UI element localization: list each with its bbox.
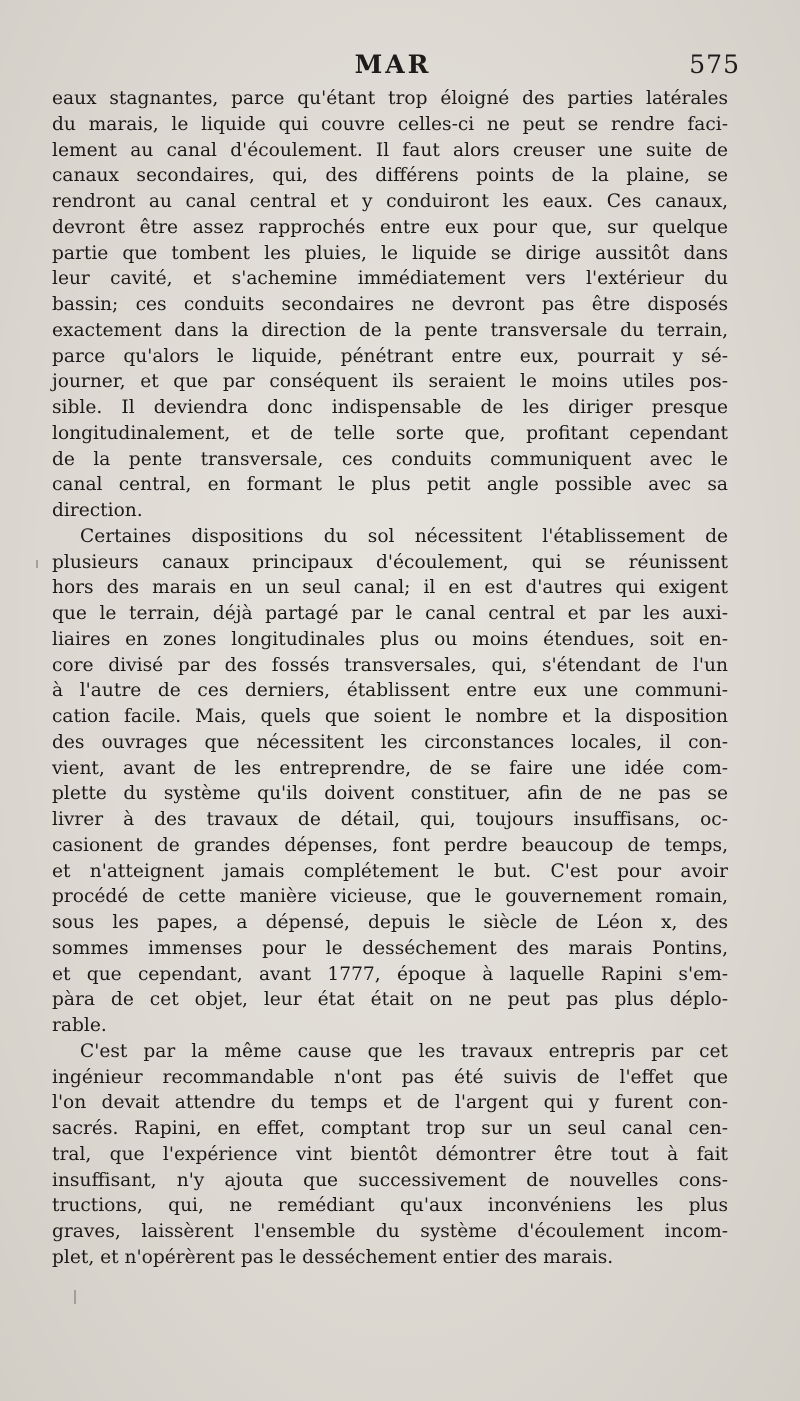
text-line: parce qu'alors le liquide, pénétrant entre eux, pourrait y sé- (52, 345, 728, 367)
text-line: plet, et n'opérèrent pas le desséchement entier des marais. (52, 1246, 614, 1268)
text-line: C'est par la même cause que les travaux entrepris par cet (80, 1040, 728, 1062)
paragraph-3 (52, 1039, 728, 1271)
text-line: plusieurs canaux principaux d'écoulement, qui se réunissent (52, 551, 728, 573)
text-line: partie que tombent les pluies, le liquide se dirige aussitôt dans (52, 242, 728, 264)
text-line: et que cependant, avant 1777, époque à laquelle Rapini s'em- (52, 963, 728, 985)
text-line: bassin; ces conduits secondaires ne devront pas être disposés (52, 294, 728, 315)
text-line: hors des marais en un seul canal; il en est d'autres qui exigent (52, 577, 728, 599)
text-line: graves, laissèrent l'ensemble du système d'écoulement incom- (52, 1221, 728, 1242)
text-line: direction. (52, 500, 143, 521)
text-line: journer, et que par conséquent ils seraient le moins utiles pos- (52, 371, 728, 393)
text-line: canal central, en formant le plus petit angle possible avec sa (52, 474, 728, 496)
text-line: sacrés. Rapini, en effet, comptant trop sur un seul canal cen- (52, 1118, 728, 1139)
text-line: de la pente transversale, ces conduits communiquent avec le (52, 448, 728, 470)
text-line: devront être assez rapprochés entre eux pour que, sur quelque (52, 216, 728, 238)
text-line: plette du système qu'ils doivent constituer, afin de ne pas se (52, 783, 728, 805)
paper-mark (74, 1290, 76, 1304)
text-line: insuffisant, n'y ajouta que successivement de nouvelles cons- (52, 1169, 728, 1191)
text-line: tructions, qui, ne remédiant qu'aux inconvéniens les plus (52, 1195, 728, 1217)
text-line: des ouvrages que nécessitent les circonstances locales, il con- (52, 731, 728, 753)
text-line: sible. Il deviendra donc indispensable de les diriger presque (52, 397, 728, 418)
text-line: eaux stagnantes, parce qu'étant trop éloigné des parties latérales (52, 88, 728, 109)
text-line: à l'autre de ces derniers, établissent entre eux une communi- (52, 680, 728, 702)
running-title: MAR (354, 50, 432, 79)
text-line: Certaines dispositions du sol nécessitent l'établissement de (80, 525, 728, 547)
text-line: core divisé par des fossés transversales, qui, s'étendant de l'un (52, 654, 728, 676)
text-line: tral, que l'expérience vint bientôt démontrer être tout à fait (52, 1143, 728, 1165)
text-line: procédé de cette manière vicieuse, que le gouvernement romain, (52, 886, 728, 908)
text-line: que le terrain, déjà partagé par le canal central et par les auxi- (52, 603, 728, 624)
text-line: cation facile. Mais, quels que soient le nombre et la disposition (52, 706, 728, 727)
text-line: ingénieur recommandable n'ont pas été suivis de l'effet que (52, 1066, 728, 1088)
paper-mark (36, 560, 38, 568)
text-line: exactement dans la direction de la pente transversale du terrain, (52, 319, 728, 341)
text-line: vient, avant de les entreprendre, de se faire une idée com- (52, 757, 728, 779)
text-line: sommes immenses pour le desséchement des marais Pontins, (52, 937, 728, 959)
text-line: pàra de cet objet, leur état était on ne peut pas plus déplo- (52, 989, 728, 1011)
text-line: rable. (52, 1015, 107, 1036)
text-line: livrer à des travaux de détail, qui, toujours insuffisans, oc- (52, 809, 728, 830)
text-line: canaux secondaires, qui, des différens points de la plaine, se (52, 165, 728, 187)
paragraph-1 (52, 86, 728, 524)
text-line: rendront au canal central et y conduiront les eaux. Ces canaux, (52, 191, 728, 212)
page-number: 575 (689, 50, 740, 79)
text-line: longitudinalement, et de telle sorte que, profitant cependant (52, 422, 728, 444)
text-line: liaires en zones longitudinales plus ou moins étendues, soit en- (52, 628, 728, 650)
running-head (52, 50, 740, 84)
text-line: casionent de grandes dépenses, font perdre beaucoup de temps, (52, 834, 728, 856)
text-line: lement au canal d'écoulement. Il faut alors creuser une suite de (52, 139, 728, 161)
body-text (52, 86, 728, 1271)
paragraph-2 (52, 524, 728, 1039)
text-line: du marais, le liquide qui couvre celles-ci ne peut se rendre faci- (52, 113, 728, 135)
text-line: sous les papes, a dépensé, depuis le siècle de Léon x, des (52, 912, 728, 933)
text-line: et n'atteignent jamais complétement le but. C'est pour avoir (52, 860, 728, 882)
text-line: leur cavité, et s'achemine immédiatement vers l'extérieur du (52, 268, 728, 290)
text-line: l'on devait attendre du temps et de l'argent qui y furent con- (52, 1092, 728, 1114)
